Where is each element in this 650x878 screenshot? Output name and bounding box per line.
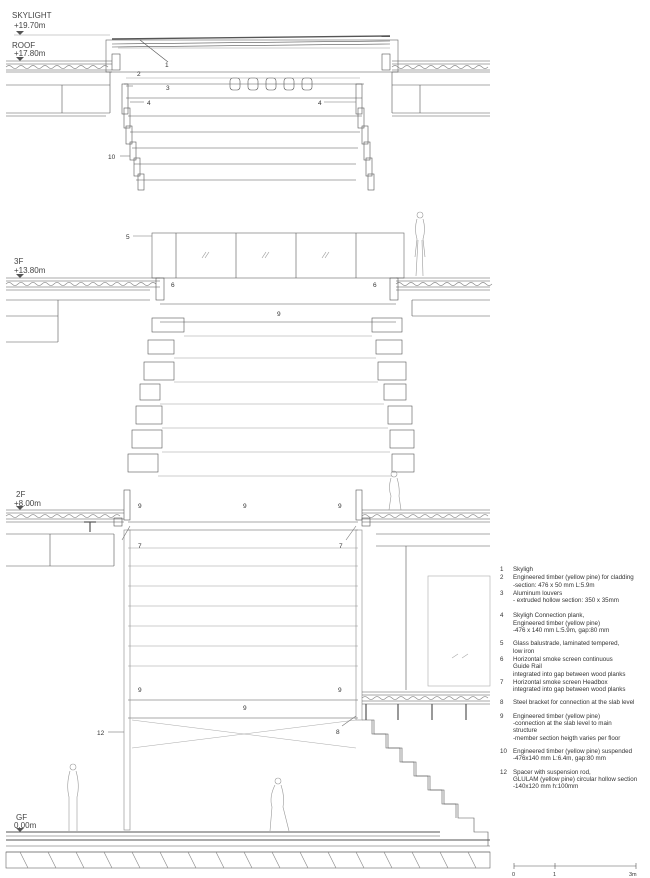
- legend-number: 8: [500, 699, 504, 707]
- level-name: GF: [16, 813, 28, 822]
- level-elevation: +17.80m: [14, 49, 46, 58]
- human-figure-3f: [415, 212, 425, 276]
- callout-tag: 9: [338, 503, 342, 510]
- callout-tag: 1: [165, 62, 169, 69]
- human-figure-gf-right: [270, 778, 289, 831]
- legend-text: Engineered timber (yellow pine) -connection at the slab level to main structure -member section heigth varies per floor: [513, 712, 621, 742]
- slab-3f-right: [396, 278, 492, 316]
- scale-label: 1: [553, 872, 557, 878]
- legend-item: [500, 713, 650, 742]
- legend-item: [500, 590, 650, 605]
- slab-3f-left: [6, 278, 160, 342]
- ground-slab: [6, 832, 490, 868]
- callout-tag: 4: [318, 100, 322, 107]
- level-elevation: 0.00m: [14, 821, 37, 830]
- callout-tag: 3: [166, 85, 170, 92]
- legend-text: Engineered timber (yellow pine) for cladding -section: 476 x 50 mm L:5.9m: [513, 574, 634, 589]
- level-markers: [16, 31, 24, 832]
- legend-item: [500, 656, 650, 678]
- stair-3f-to-2f: [128, 278, 414, 476]
- callout-tag: 6: [373, 282, 377, 289]
- human-figure-gf-left: [68, 764, 79, 831]
- legend-number: 4: [500, 612, 504, 620]
- legend-number: 10: [500, 747, 507, 755]
- legend: [500, 566, 650, 794]
- legend-item: [500, 679, 650, 694]
- callout-tag: 10: [108, 154, 116, 161]
- legend-text: Glass balustrade, laminated tempered, low iron: [513, 640, 620, 655]
- callout-tag: 9: [138, 687, 142, 694]
- legend-text: Horizontal smoke screen continuous Guide Rail integrated into gap between wood planks: [513, 655, 626, 678]
- legend-number: 1: [500, 566, 504, 573]
- legend-item: [500, 574, 650, 589]
- level-name: ROOF: [12, 41, 36, 50]
- callout-tag: 9: [243, 705, 247, 712]
- callout-tag: 2: [137, 71, 141, 78]
- callout-tag: 4: [147, 100, 151, 107]
- callout-tag: 9: [138, 503, 142, 510]
- callout-tag: 12: [97, 730, 105, 737]
- legend-number: 9: [500, 712, 504, 720]
- legend-text: Engineered timber (yellow pine) suspended -476x140 mm L:6.4m, gap:80 mm: [513, 747, 633, 763]
- legend-number: 3: [500, 589, 504, 597]
- legend-item: [500, 699, 650, 706]
- roof-slab-right: [392, 61, 490, 116]
- leader-lines: [108, 86, 356, 732]
- legend-number: 5: [500, 640, 504, 648]
- callout-tag: 9: [277, 311, 281, 318]
- legend-text: Horizontal smoke screen Headbox integrated into gap between wood planks: [513, 678, 626, 694]
- legend-item: [500, 612, 650, 634]
- level-name: SKYLIGHT: [12, 11, 52, 20]
- legend-text: Steel bracket for connection at the slab level: [513, 699, 635, 707]
- level-name: 2F: [16, 490, 26, 499]
- legend-item: [500, 566, 650, 573]
- upper-stair-planks: [122, 84, 374, 190]
- legend-text: Skyligh: [513, 566, 533, 573]
- callout-tag: 6: [171, 282, 175, 289]
- legend-item: [500, 640, 650, 655]
- callout-tag: 8: [336, 729, 340, 736]
- scale-label: 3m: [629, 872, 637, 878]
- callout-tag: 7: [339, 543, 343, 550]
- skylight-structure: [106, 36, 398, 72]
- legend-item: [500, 748, 650, 763]
- slab-1f-right: [362, 692, 490, 720]
- legend-text: Spacer with suspension rod, GLULAM (yellow pine) circular hollow section -140x120 mm h:100mm: [513, 768, 638, 791]
- level-elevation: +19.70m: [14, 21, 46, 30]
- scale-label: 0: [512, 872, 516, 878]
- legend-text: Skyligh Connection plank, Engineered timber (yellow pine) -476 x 140 mm L:5.9m, gap:80 mm: [513, 612, 610, 635]
- slab-2f-right: [362, 510, 490, 690]
- callout-tag: 9: [243, 503, 247, 510]
- scale-bar: [514, 863, 636, 869]
- legend-item: [500, 769, 650, 791]
- callout-tag: 9: [338, 687, 342, 694]
- level-elevation: +13.80m: [14, 266, 46, 275]
- roof-slab-left: [6, 61, 112, 116]
- legend-number: 6: [500, 655, 504, 663]
- stair-2f-to-1f: [114, 490, 370, 830]
- level-name: 3F: [14, 257, 24, 266]
- callout-tag: 5: [126, 234, 130, 241]
- legend-number: 2: [500, 574, 504, 582]
- legend-number: 12: [500, 768, 507, 776]
- legend-number: 7: [500, 678, 504, 686]
- stair-1f-to-gf: [362, 720, 488, 846]
- legend-text: Aluminum louvers - extruded hollow section: 350 x 35mm: [513, 589, 619, 605]
- callout-tag: 7: [138, 543, 142, 550]
- slab-2f-left: [6, 510, 124, 566]
- human-figure-2f: [389, 471, 401, 510]
- level-elevation: +8.00m: [14, 499, 41, 508]
- glass-balustrade: [152, 233, 404, 278]
